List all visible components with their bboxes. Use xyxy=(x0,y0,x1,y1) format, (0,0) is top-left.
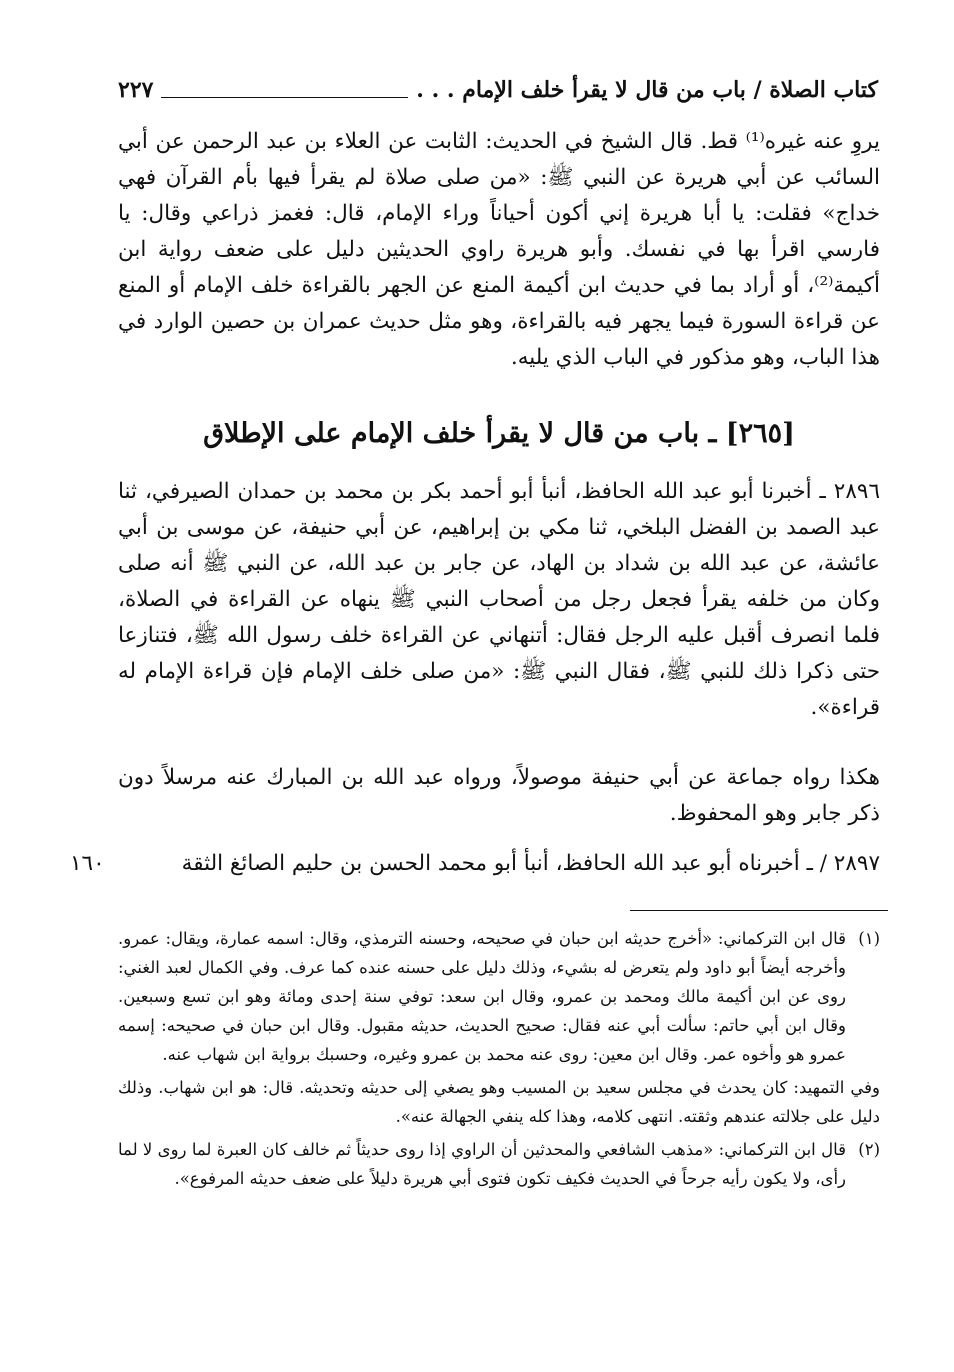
paragraph-continuation: يروِ عنه غيره⁽¹⁾ قط. قال الشيخ في الحديث: الثابت عن العلاء بن عبد الرحمن عن أبي السائب عن أبي هريرة عن النبي ﷺ: «من صلى صلاة لم يقرأ فيها بأم القرآن فهي خداج» فقلت: يا أبا هريرة إني أكون أحياناً وراء الإمام، قال: فغمز ذراعي وقال: يا فارسي اقرأ بها في نفسك. وأبو هريرة راوي الحديثين دليل على ضعف رواية ابن أكيمة⁽²⁾، أو أراد بما في حديث ابن أكيمة المنع عن الجهر بالقراءة خلف الإمام أو المنع عن قراءة السورة فيما يجهر فيه بالقراءة، وهو مثل حديث عمران بن حصين الوارد في هذا الباب، وهو مذكور في الباب الذي يليه. xyxy=(118,129,880,370)
footnote-separator xyxy=(630,910,888,911)
running-header xyxy=(118,72,878,108)
hadith-2897: ٢٨٩٧ / ـ أخبرناه أبو عبد الله الحافظ، أنبأ أبو محمد الحسن بن حليم الصائغ الثقة xyxy=(181,851,880,876)
footnote-1 xyxy=(118,924,880,1069)
footnotes xyxy=(118,924,880,1197)
hadith-2896: ٢٨٩٦ ـ أخبرنا أبو عبد الله الحافظ، أنبأ أبو أحمد بكر بن محمد بن حمدان الصيرفي، ثنا عبد الصمد بن الفضل البلخي، ثنا مكي بن إبراهيم، عن أبي حنيفة، عن موسى بن أبي عائشة، عن عبد الله بن شداد بن الهاد، عن جابر بن عبد الله، عن النبي ﷺ أنه صلى وكان من خلفه يقرأ فجعل رجل من أصحاب النبي ﷺ ينهاه عن القراءة في الصلاة، فلما انصرف أقبل عليه الرجل فقال: أتنهاني عن القراءة خلف رسول الله ﷺ، فتنازعا حتى ذكرا ذلك للنبي ﷺ، فقال النبي ﷺ: «من صلى خلف الإمام فإن قراءة الإمام له قراءة». xyxy=(118,479,880,720)
header-title: كتاب الصلاة / باب من قال لا يقرأ خلف الإمام . . . xyxy=(416,77,878,103)
commentary-paragraph: هكذا رواه جماعة عن أبي حنيفة موصولاً، ورواه عبد الله بن المبارك عنه مرسلاً دون ذكر جابر وهو المحفوظ. xyxy=(118,765,880,826)
chapter-title: [٢٦٥] ـ باب من قال لا يقرأ خلف الإمام على الإطلاق xyxy=(203,418,795,449)
margin-reference-number: ١٦٠ xyxy=(70,851,105,876)
header-rule xyxy=(161,83,408,98)
footnote-1-number: (١) xyxy=(858,929,880,948)
footnote-2-number: (٢) xyxy=(858,1140,880,1159)
footnote-2 xyxy=(118,1135,880,1193)
footnote-2-text: قال ابن التركماني: «مذهب الشافعي والمحدثين أن الراوي إذا روى حديثاً ثم خالف كان العبرة لما روى لا لما رأى، ولا يكون رأيه جرحاً في الحديث فكيف تكون فتوى أبي هريرة دليلاً على ضعف حديثه المرفوع». xyxy=(118,1140,846,1188)
footnote-1-text: قال ابن التركماني: «أخرج حديثه ابن حبان في صحيحه، وحسنه الترمذي، وقال: اسمه عمارة، ويقال: عمرو. وأخرجه أيضاً أبو داود ولم يتعرض له بشيء، وذلك دليل على حسنه عنده كما عرف. وفي الكمال لعبد الغني: روى عن ابن أكيمة مالك ومحمد بن عمرو، وقال ابن سعد: توفي سنة إحدى ومائة وهو ابن تسع وسبعين. وقال ابن أبي حاتم: سألت أبي عنه فقال: صحيح الحديث، حديثه مقبول. وقال ابن حبان في صحيحه: إسمه عمرو هو وأخوه عمر. وقال ابن معين: روى عنه محمد بن عمرو وغيره، وحسبك برواية ابن شهاب عنه. xyxy=(118,929,846,1064)
page-number: ٢٢٧ xyxy=(118,77,154,103)
footnote-1-continuation: وفي التمهيد: كان يحدث في مجلس سعيد بن المسيب وهو يصغي إلى حديثه وتحديثه. قال: هو ابن شهاب. وذلك دليل على جلالته عندهم وثقته. انتهى كلامه، وهذا كله ينفي الجهالة عنه». xyxy=(118,1078,880,1126)
